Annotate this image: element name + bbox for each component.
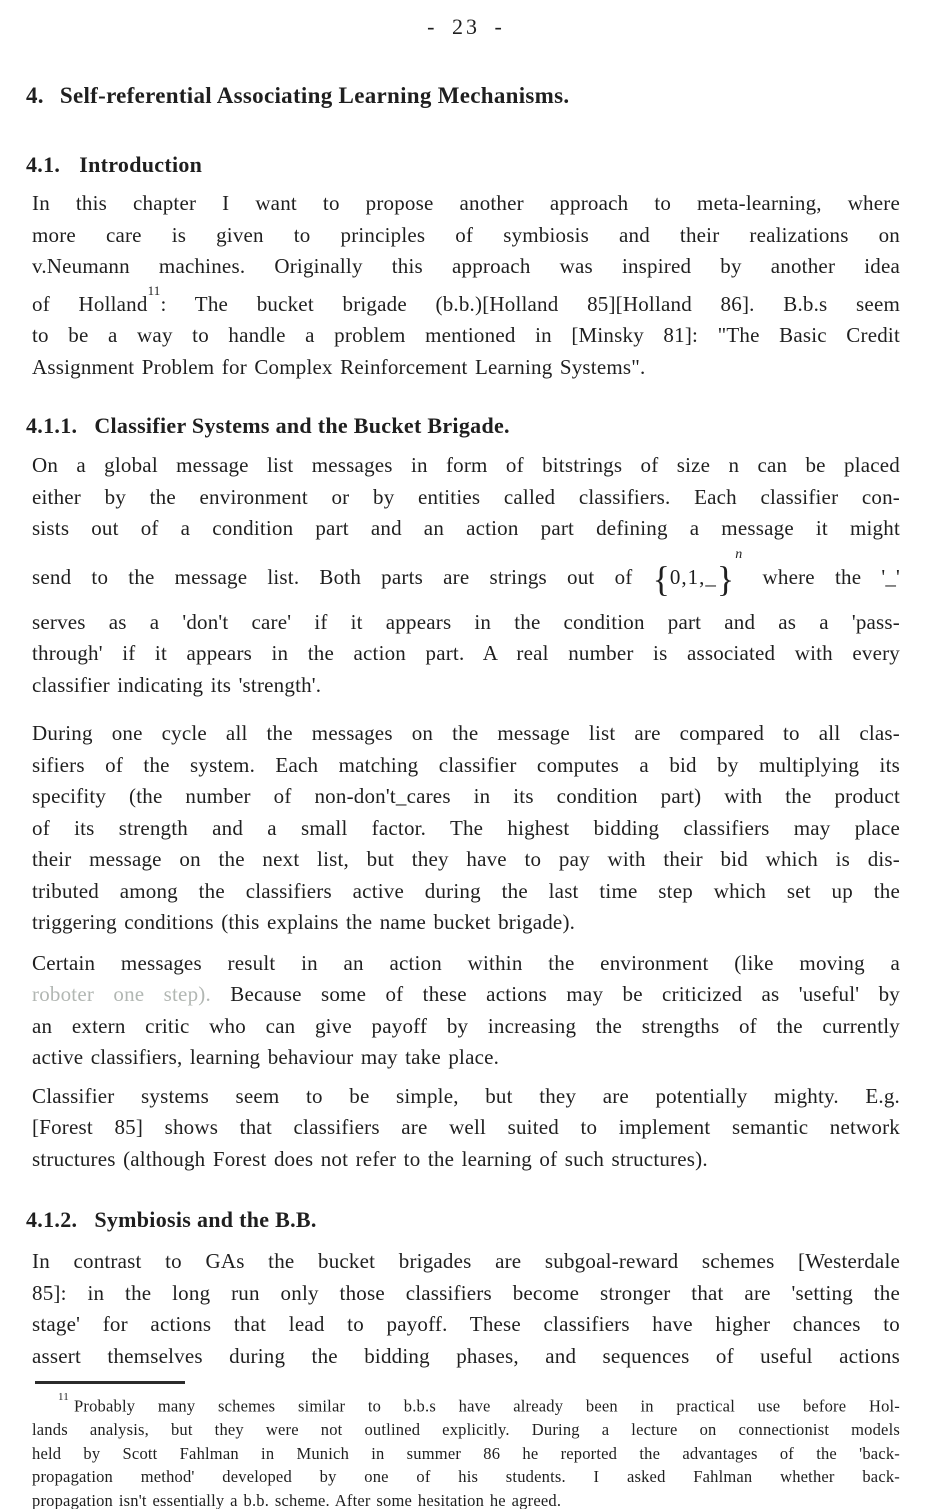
section-heading-4-1-2: [26, 1207, 900, 1233]
text-line: assert themselves during the bidding phases, and sequences of useful actions: [32, 1343, 900, 1368]
paragraph-classifiers-1: [32, 450, 900, 701]
text-line: 85]: in the long run only those classifiers become stronger that are 'setting the: [32, 1280, 900, 1305]
right-brace: }: [716, 558, 735, 599]
text-line: triggering conditions (this explains the name bucket brigade).: [32, 910, 576, 934]
paragraph-classifiers-4: [32, 1081, 900, 1176]
text-segment: : The bucket brigade (b.b.)[Holland 85][Holland 86]. B.b.s seem: [160, 291, 900, 316]
text-line: [32, 979, 900, 1011]
chapter-heading: [26, 82, 900, 110]
section-number: 4.1.1.: [26, 413, 78, 438]
text-line: During one cycle all the messages on the message list are compared to all clas-: [32, 721, 900, 745]
section-title: Classifier Systems and the Bucket Brigade.: [94, 413, 510, 438]
chapter-title: Self-referential Associating Learning Mechanisms.: [59, 83, 570, 108]
footnote-separator: [35, 1381, 185, 1384]
text-line: propagation method' developed by one of his students. I asked Fahlman whether back-: [32, 1467, 900, 1486]
section-heading-4-1: [26, 152, 900, 178]
section-number: 4.1.: [26, 152, 61, 177]
text-line: Classifier systems seem to be simple, but they are potentially mighty. E.g.: [32, 1083, 900, 1108]
text-line: Certain messages result in an action within the environment (like moving a: [32, 950, 900, 975]
left-brace: {: [652, 558, 670, 599]
formula-exponent: n: [735, 546, 743, 562]
section-title: Symbiosis and the B.B.: [94, 1207, 317, 1232]
section-heading-4-1-1: [26, 413, 900, 439]
text-line: active classifiers, learning behaviour may take place.: [32, 1045, 500, 1069]
text-line: specifity (the number of non-don't_cares in its condition part) with the product: [32, 784, 900, 808]
paragraph-introduction: [32, 188, 900, 383]
text-line: more care is given to principles of symbiosis and their realizations on: [32, 222, 900, 247]
text-line: In contrast to GAs the bucket brigades are subgoal-reward schemes [Westerdale: [32, 1249, 900, 1273]
paragraph-classifiers-3: [32, 948, 900, 1074]
text-line: [32, 1391, 900, 1418]
chapter-number: 4.: [26, 83, 44, 108]
text-line: either by the environment or by entities called classifiers. Each classifier con-: [32, 484, 900, 509]
section-number: 4.1.2.: [26, 1207, 78, 1232]
text-line: classifier indicating its 'strength'.: [32, 672, 322, 697]
formula-body: 0,1,_: [669, 564, 717, 589]
text-line: structures (although Forest does not refer to the learning of such structures).: [32, 1146, 708, 1171]
page-number: - 23 -: [427, 14, 505, 39]
text-line: propagation isn't essentially a b.b. scheme. After some hesitation he agreed.: [32, 1490, 562, 1509]
text-line: lands analysis, but they were not outlined explicitly. During a lecture on connectionist models: [32, 1420, 900, 1439]
text-line: sists out of a condition part and an action part defining a message it might: [32, 516, 900, 540]
paragraph-classifiers-2: [32, 718, 900, 939]
faded-text-segment: roboter one step).: [32, 982, 211, 1006]
text-line: [32, 545, 900, 607]
text-line: their message on the next list, but they have to pay with their bid which is dis-: [32, 847, 900, 871]
text-line: In this chapter I want to propose another approach to meta-learning, where: [32, 191, 900, 215]
text-line: [Forest 85] shows that classifiers are well suited to implement semantic network: [32, 1115, 900, 1139]
text-line: tributed among the classifiers active during the last time step which set up the: [32, 878, 900, 903]
footnote-reference: 11: [147, 282, 161, 298]
text-segment: of Holland: [32, 291, 148, 316]
text-line: serves as a 'don't care' if it appears in the condition part and as a 'pass-: [32, 609, 900, 634]
text-line: v.Neumann machines. Originally this approach was inspired by another idea: [32, 254, 900, 278]
section-title: Introduction: [79, 152, 203, 177]
text-line: [32, 283, 900, 321]
footnote: [32, 1391, 900, 1509]
text-line: sifiers of the system. Each matching classifier computes a bid by multiplying its: [32, 752, 900, 777]
paragraph-symbiosis: [32, 1246, 900, 1372]
text-line: held by Scott Fahlman in Munich in summer 86 he reported the advantages of the 'back-: [32, 1443, 900, 1463]
footnote-marker: 11: [58, 1391, 69, 1403]
text-line: Assignment Problem for Complex Reinforcement Learning Systems".: [32, 354, 646, 379]
text-segment: Because some of these actions may be criticized as 'useful' by: [230, 982, 900, 1006]
text-segment: send to the message list. Both parts are strings out of: [32, 564, 633, 589]
text-line: an extern critic who can give payoff by increasing the strengths of the currently: [32, 1013, 900, 1038]
text-line: through' if it appears in the action part. A real number is associated with every: [32, 641, 900, 665]
footnote-text-segment: Probably many schemes similar to b.b.s have already been in practical use before Hol-: [74, 1396, 900, 1416]
text-line: stage' for actions that lead to payoff. These classifiers have higher chances to: [32, 1312, 900, 1336]
text-line: On a global message list messages in form of bitstrings of size n can be placed: [32, 453, 900, 477]
text-segment: where the '_': [762, 564, 901, 589]
math-set-formula: [652, 546, 743, 599]
text-line: of its strength and a small factor. The highest bidding classifiers may place: [32, 815, 900, 840]
text-line: to be a way to handle a problem mentioned in [Minsky 81]: "The Basic Credit: [32, 323, 900, 347]
